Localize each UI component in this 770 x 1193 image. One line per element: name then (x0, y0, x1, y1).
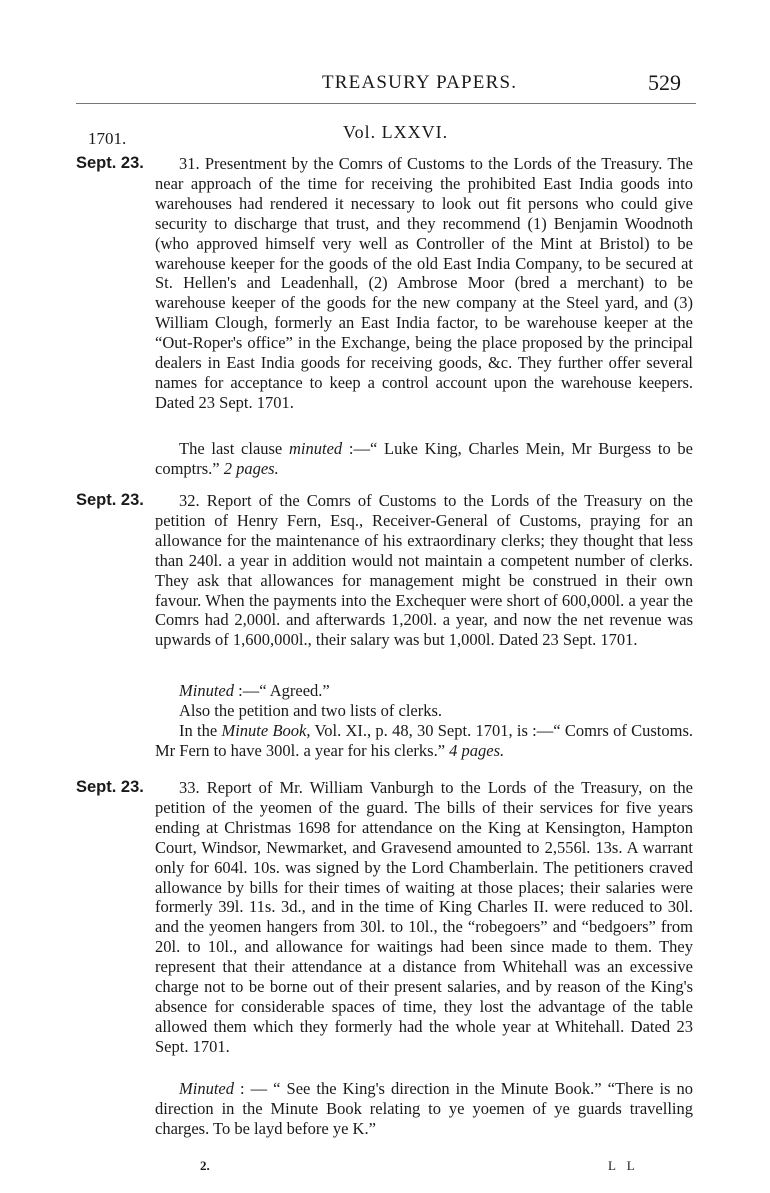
note-text: :—“ Agreed.” (234, 681, 330, 700)
entry-note (155, 1079, 693, 1139)
note-label: Minuted (179, 1079, 234, 1098)
entry-note (155, 439, 693, 479)
note-text: Also the petition and two lists of clerks. (179, 701, 443, 720)
entry-date: Sept. 23. (76, 778, 144, 796)
note-prefix: The last clause (179, 439, 289, 458)
running-title: TREASURY PAPERS. (322, 72, 518, 93)
year-label: 1701. (88, 129, 127, 148)
entry-date: Sept. 23. (76, 154, 144, 172)
note-label: minuted (289, 439, 343, 458)
entry-text: 31. Presentment by the Comrs of Customs to the Lords of the Treasury. The near approach of the time for receiving the prohibited East India goods into warehouses had rendered it necessary to look out fit persons who could give security to discharge that trust, and they recommend (1) Benjamin Woodnoth (who approved himself very well as Controller of the Mint at Bristol) to be warehouse keeper for the goods of the old East India Company, to be secured at St. Hellen's and Leadenhall, (2) Ambrose Moor (bred a merchant) to be warehouse keeper of the goods for the new company at the Steel yard, and (3) William Clough, formerly an East India factor, to be warehouse keeper at the “Out-Roper's office” in the Exchange, being the place proposed by the principal dealers in East India goods for receiving goods, &c. They further offer several names for acceptance to keep a control account upon the warehouse keepers. Dated 23 Sept. 1701. (155, 154, 693, 412)
note-text: , Vol. XI., p. 48, 30 Sept. 1701, is :—“ Comrs of Customs. Mr Fern to have 300l. a year for his clerks.” (155, 721, 694, 760)
entry-note (155, 681, 693, 701)
note-text: : — “ See the King's direction in the Minute Book.” “There is no direction in the Minute Book relating to ye yoemen of ye guards travelling charges. To be layd before ye K.” (155, 1079, 693, 1138)
note-prefix: In the (179, 721, 222, 740)
signature-mark: L L (608, 1158, 639, 1173)
entry-note (155, 721, 693, 761)
page-count: 4 pages. (449, 740, 505, 760)
signature-number: 2. (200, 1158, 210, 1173)
entry-text: 32. Report of the Comrs of Customs to the Lords of the Treasury on the petition of Henry Fern, Esq., Receiver-General of Customs, praying for an allowance for the maintenance of his extraordinary clerks; they thought that less than 240l. a year in addition would not maintain a competent number of clerks. They ask that allowances for management might be construed in their own favour. When the payments into the Exchequer were short of 600,000l. a year the Comrs had 2,000l. and afterwards 1,200l. a year, and now the net revenue was upwards of 1,600,000l., their salary was but 1,000l. Dated 23 Sept. 1701. (155, 491, 693, 650)
note-text: :—“ Luke King, Charles Mein, Mr Burgess to be comptrs.” (155, 439, 694, 478)
volume-heading (0, 121, 770, 151)
volume-label: Vol. LXXVI. (343, 122, 449, 142)
header-rule (76, 103, 696, 104)
entry-text: 33. Report of Mr. William Vanburgh to the Lords of the Treasury, on the petition of the yeomen of the guard. The bills of their services for five years ending at Christmas 1698 for attendance on the King at Kensington, Hampton Court, Windsor, Newmarket, and Gravesend amounted to 2,556l. 13s. A warrant only for 604l. 10s. was signed by the Lord Chamberlain. The petitioners craved allowance by bills for their times of waiting at those places; their salaries were formerly 39l. 11s. 3d., and in the time of King Charles II. were reduced to 30l. and the yeomen hangers from 30l. to 10l., the “robegoers” and “bedgoers” from 20l. to 10l., and allowance for waitings had been since made to them. They represent that their attendance at a distance from Whitehall was an excessive charge not to be borne out of their present salaries, and by reason of the King's absence for considerable spaces of time, they lost the advantage of the table allowed them which they formerly had the whole year at Whitehall. Dated 23 Sept. 1701. (155, 778, 693, 1056)
page-number: 529 (648, 70, 681, 95)
page-count: 2 pages. (223, 458, 279, 478)
entry-note (155, 701, 693, 721)
note-label: Minute Book (221, 721, 307, 740)
note-label: Minuted (179, 681, 234, 700)
page-footer (0, 1158, 770, 1178)
page-header (0, 72, 770, 102)
entry-date: Sept. 23. (76, 491, 144, 509)
